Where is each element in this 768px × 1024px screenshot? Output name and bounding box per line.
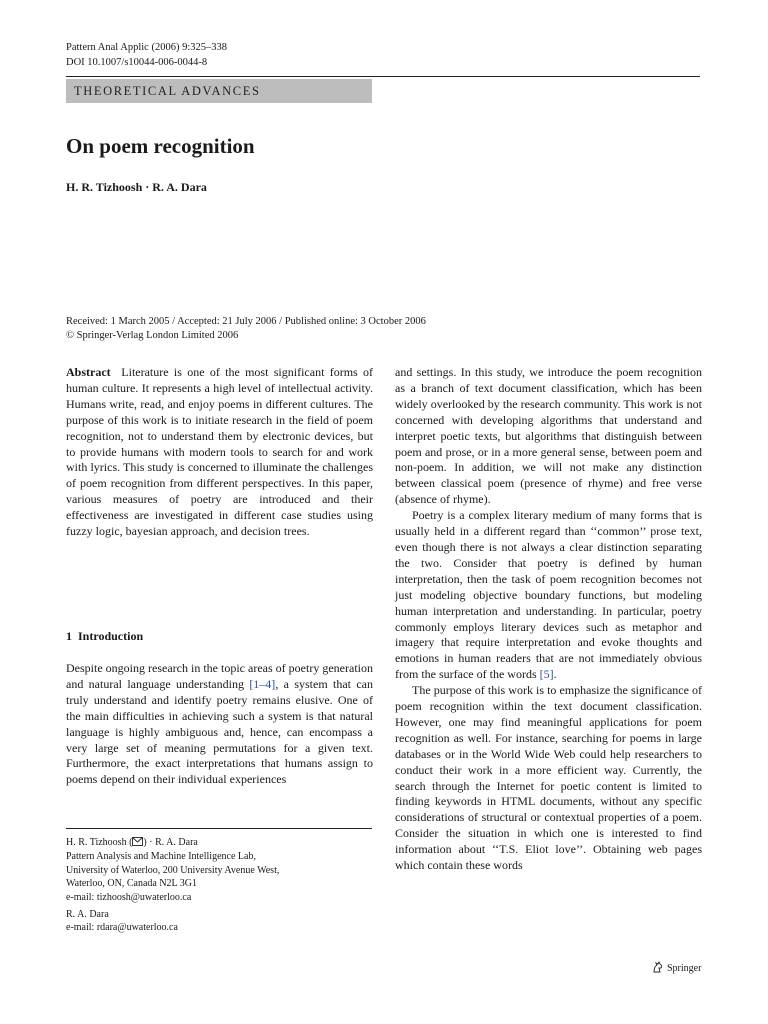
p2-text-end: . (553, 667, 557, 682)
abstract-text: Literature is one of the most significant forms of human culture. It represents a high level of intellectual activity. Humans write, read, and enjoy poems in different cultures. The purpose of this work is to initiate research in the field of poem recognition, not to understand them by electronic devices, but to provide humans with modern tools to search for and work with lyrics. This study is concerned to illuminate the challenges of poem recognition from different perspectives. In this paper, various measures of poetry are introduced and their effectiveness are investigated in different case studies using fuzzy logic, bayesian approach, and decision trees. (66, 365, 374, 539)
abstract-label: Abstract (66, 365, 111, 379)
right-paragraph-1: and settings. In this study, we introduce the poem recognition as a branch of text document classification, which has been widely overlooked by the research community. This work is not concerned with developing algorithms that understand and interpret poetic texts, but algorithms that distinguish between poem and prose, or in a more general sense, between poem and non-poem. In addition, we will not make any distinction between classical poem (presence of rhyme) and free verse (absence of rhyme). (395, 365, 702, 507)
intro-text: Despite ongoing research in the topic areas of poetry generation and natural language understanding (66, 661, 373, 691)
p2-text: Poetry is a complex literary medium of many forms that is usually held in a different regard than ‘‘common’’ prose text, even though there is not always a clear distinction separating the two. Consider that poetry is defined by human interpretation, then the task of poem recognition becomes not just modeling objective boundary functions, but modeling human interpretation and understanding. In particular, poetry commonly employs literary devices such as metaphor and imagery that require interpretation and evoke thoughts and emotions in human readers that are not immediately obvious from the surface of the words (395, 508, 702, 682)
paper-title: On poem recognition (66, 134, 255, 158)
introduction-body (66, 661, 373, 788)
citation-link[interactable]: [5] (539, 667, 554, 682)
section-heading-introduction (66, 629, 143, 644)
university-address: University of Waterloo, 200 University Avenue West, (66, 864, 280, 876)
right-paragraph-2 (395, 508, 702, 683)
affiliation-block (66, 836, 279, 904)
abstract (66, 365, 373, 540)
section-label: THEORETICAL ADVANCES (66, 79, 372, 103)
affiliation-block-2 (66, 908, 178, 935)
header-rule (66, 76, 700, 77)
abstract-paragraph (66, 365, 373, 540)
doi[interactable]: DOI 10.1007/s10044-006-0044-8 (66, 57, 208, 68)
right-paragraph-3: The purpose of this work is to emphasize the significance of poem recognition within the text document classification. However, one may find meaningful applications for poem recognition as well. For instance, searching for poems in large databases or in the World Wide Web could help researchers to conduct their work in a more efficient way. Currently, the search through the Internet for poetic content is limited to finding keywords in HTML documents, without any specific considerations of structural or contextual properties of a poem. Consider the situation in which one is interested to find information about ‘‘T.S. Eliot love’’. Obtaining web pages which contain these words (395, 683, 702, 873)
email-2[interactable]: e-mail: rdara@uwaterloo.ca (66, 922, 178, 934)
right-column (395, 365, 702, 874)
publisher-name: Springer (667, 963, 702, 974)
publisher-logo (652, 961, 701, 976)
received-dates: Received: 1 March 2005 / Accepted: 21 July 2006 / Published online: 3 October 2006 (66, 316, 426, 327)
author-name: H. R. Tizhoosh ( (66, 837, 133, 848)
intro-paragraph (66, 661, 373, 788)
authors: H. R. Tizhoosh · R. A. Dara (66, 180, 207, 194)
citation-link[interactable]: [1–4] (249, 676, 276, 691)
journal-citation: Pattern Anal Applic (2006) 9:325–338 (66, 42, 227, 53)
email-1[interactable]: e-mail: tizhoosh@uwaterloo.ca (66, 891, 192, 903)
copyright: © Springer-Verlag London Limited 2006 (66, 330, 239, 341)
affiliation-names (66, 836, 279, 850)
springer-horse-icon (652, 961, 667, 976)
section-title: Introduction (78, 629, 144, 643)
author-2-name: R. A. Dara (66, 909, 109, 920)
envelope-icon (132, 837, 143, 850)
journal-header (66, 40, 227, 70)
city-address: Waterloo, ON, Canada N2L 3G1 (66, 878, 198, 890)
publication-dates (66, 315, 426, 343)
intro-text-cont: , a system that can truly understand and identify poetry remains elusive. One of the main difficulties in achieving such a system is that natural language is highly ambiguous and, hence, can encompass a very large set of meaning permutations for a given text. Furthermore, the exact interpretations that humans assign to poems depend on their individual experiences (66, 676, 373, 787)
lab-name: Pattern Analysis and Machine Intelligence Lab, (66, 851, 256, 863)
coauthor-name: ) · R. A. Dara (143, 837, 198, 848)
footnote-rule (66, 828, 372, 829)
section-number: 1 (66, 629, 72, 643)
